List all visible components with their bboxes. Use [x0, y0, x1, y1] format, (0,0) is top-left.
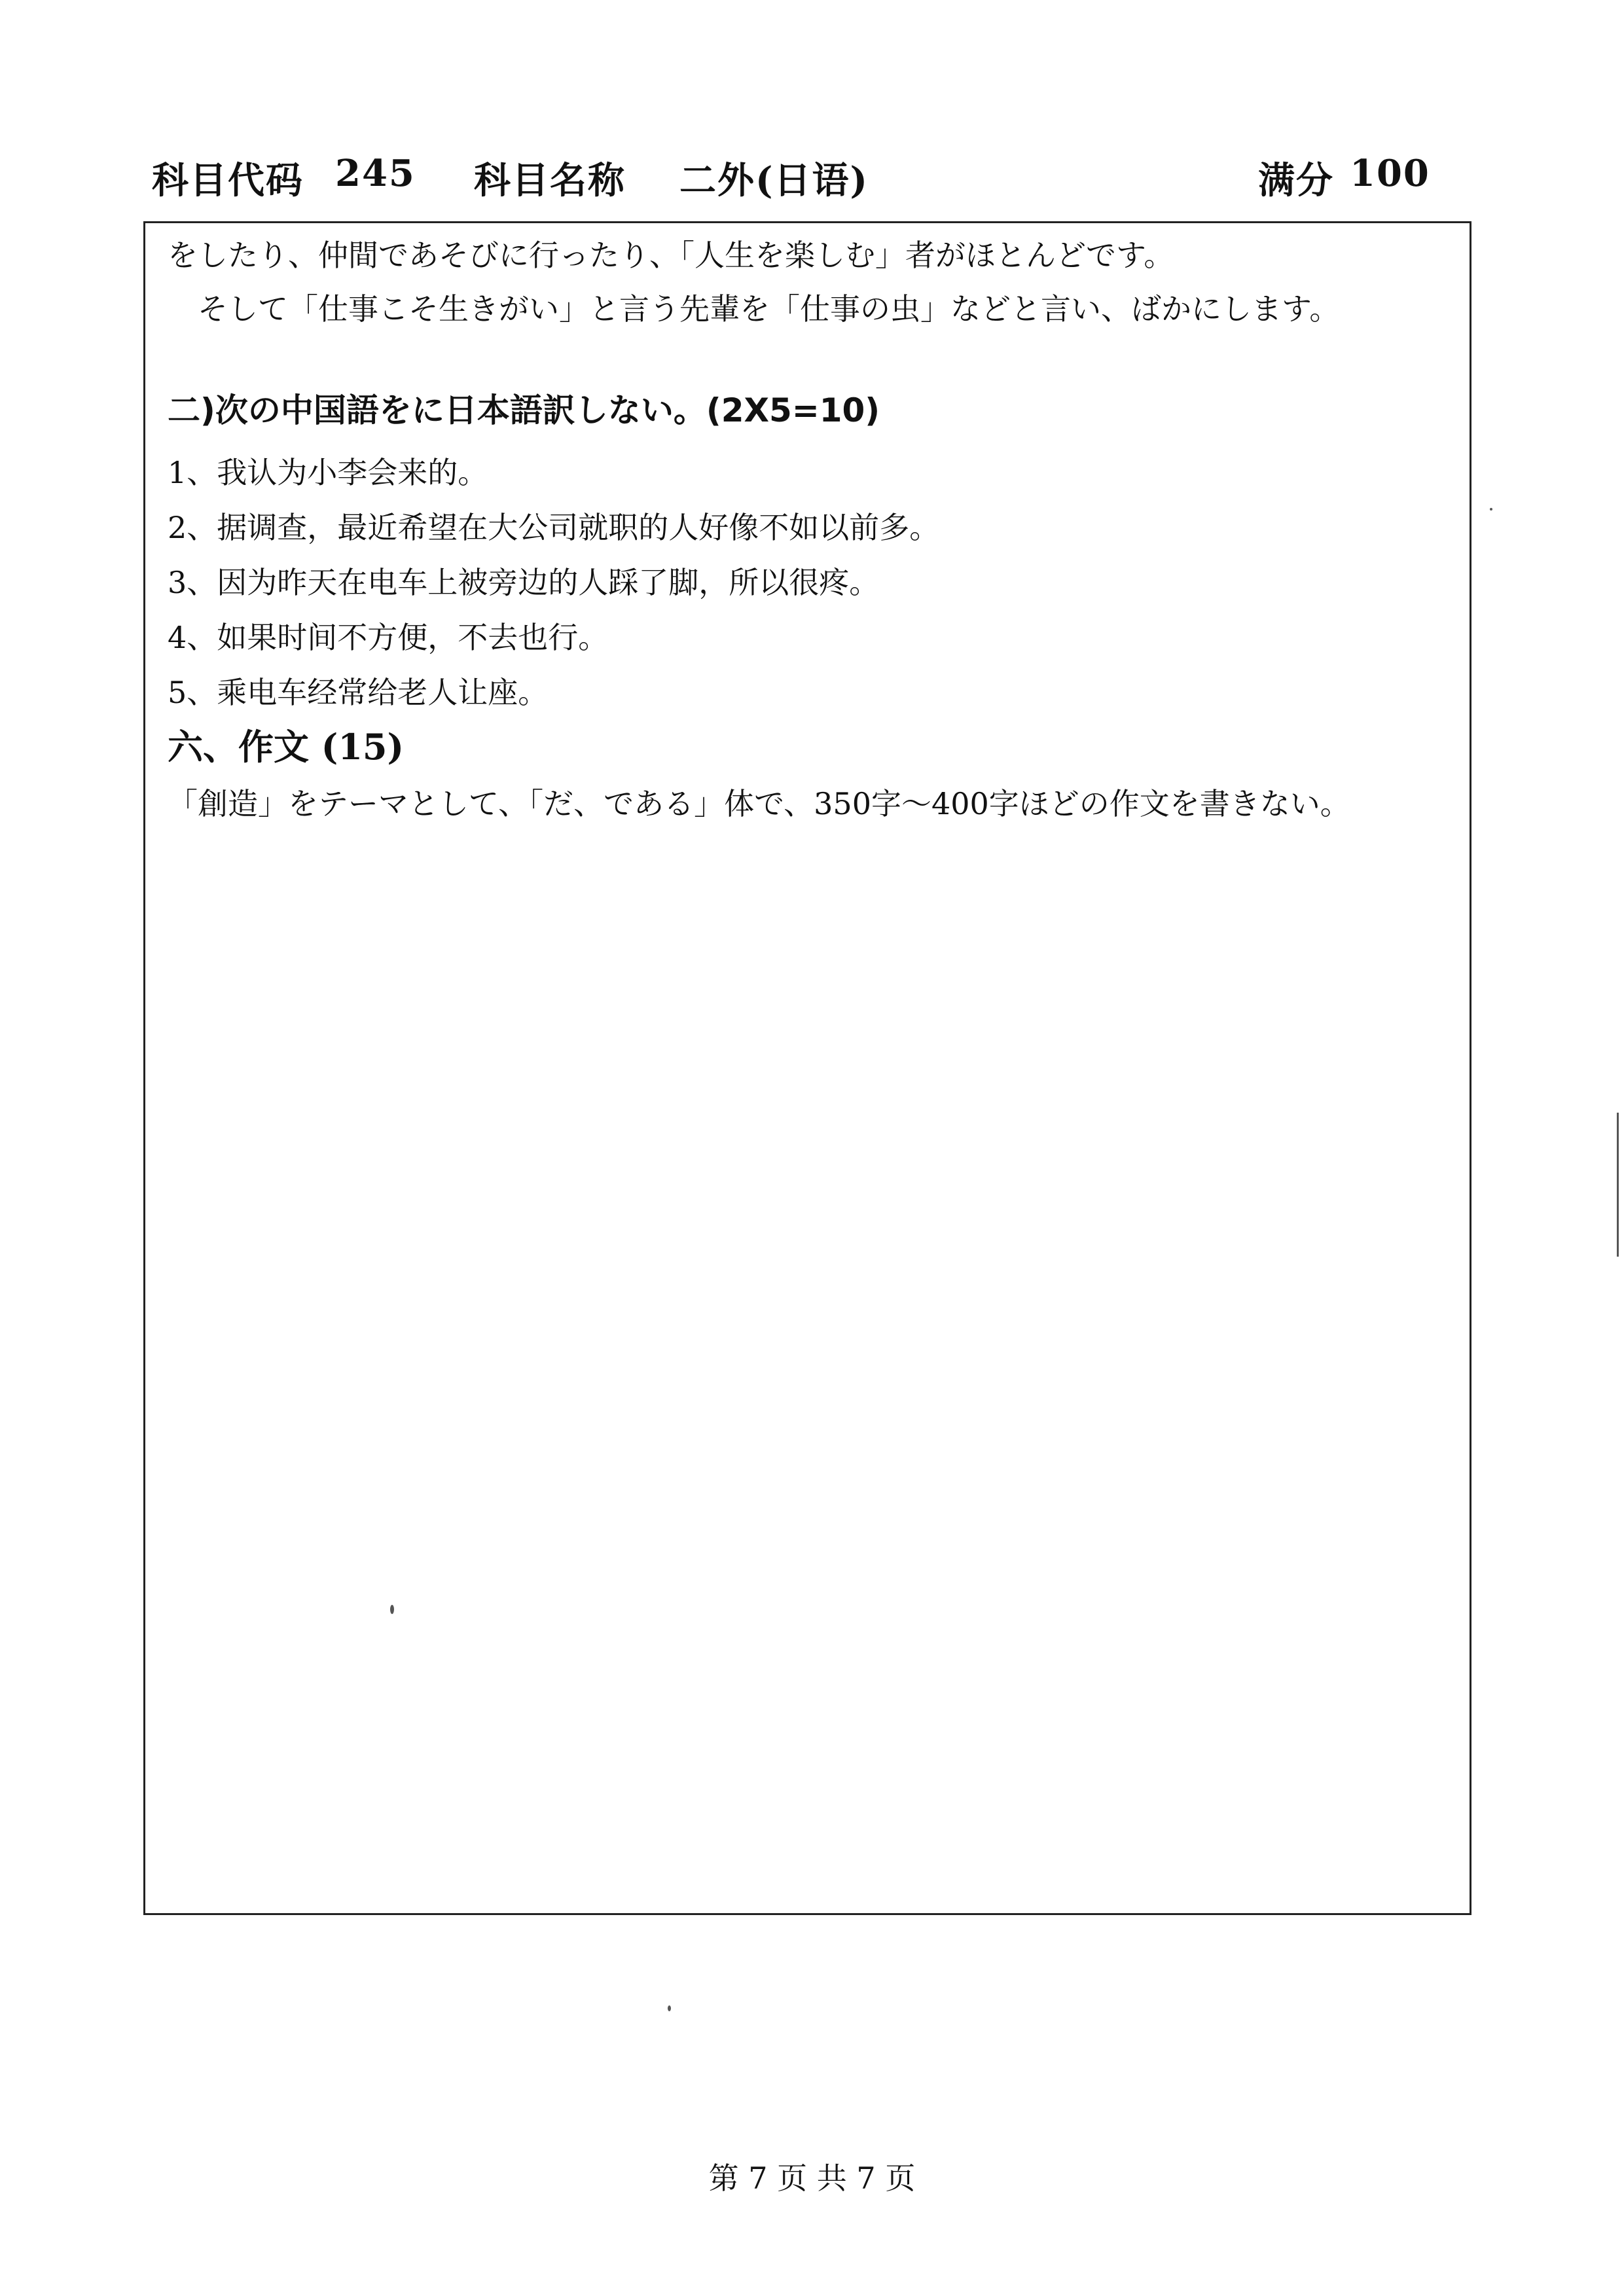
translation-item-2: 2、据调查，最近希望在大公司就职的人好像不如以前多。	[168, 510, 940, 545]
full-score-label: 满分	[1258, 159, 1334, 202]
scan-speck	[1490, 508, 1492, 511]
full-score-value: 100	[1350, 152, 1430, 195]
passage-line-2: そして「仕事こそ生きがい」と言う先輩を「仕事の虫」などと言い、ばかにします。	[198, 291, 1340, 327]
translation-item-3: 3、因为昨天在电车上被旁边的人踩了脚，所以很疼。	[168, 565, 880, 600]
question-frame	[143, 221, 1471, 1915]
translation-item-1: 1、我认为小李会来的。	[168, 455, 488, 490]
section-2-title: 二)次の中国語をに日本語訳しない。(2X5=10)	[168, 391, 880, 429]
translation-item-4: 4、如果时间不方便，不去也行。	[168, 620, 609, 655]
exam-header	[152, 152, 1430, 207]
passage-line-1: をしたり、仲間であそびに行ったり、「人生を楽しむ」者がほとんどです。	[168, 238, 1174, 273]
scan-speck	[668, 2005, 671, 2011]
subject-name-value: 二外(日语)	[679, 159, 869, 202]
page-number: 第 7 页 共 7 页	[708, 2161, 916, 2196]
scan-edge-mark	[1617, 1113, 1619, 1257]
subject-name-label: 科目名称	[474, 159, 626, 202]
translation-item-5: 5、乘电车经常给老人让座。	[168, 675, 549, 710]
section-6-title: 六、作文 (15)	[168, 726, 405, 768]
subject-code-label: 科目代码	[152, 159, 304, 202]
subject-code-value: 245	[335, 152, 416, 195]
scan-speck	[390, 1605, 394, 1614]
essay-instruction: 「創造」をテーマとして、「だ、である」体で、350字～400字ほどの作文を書きない。	[168, 786, 1350, 821]
